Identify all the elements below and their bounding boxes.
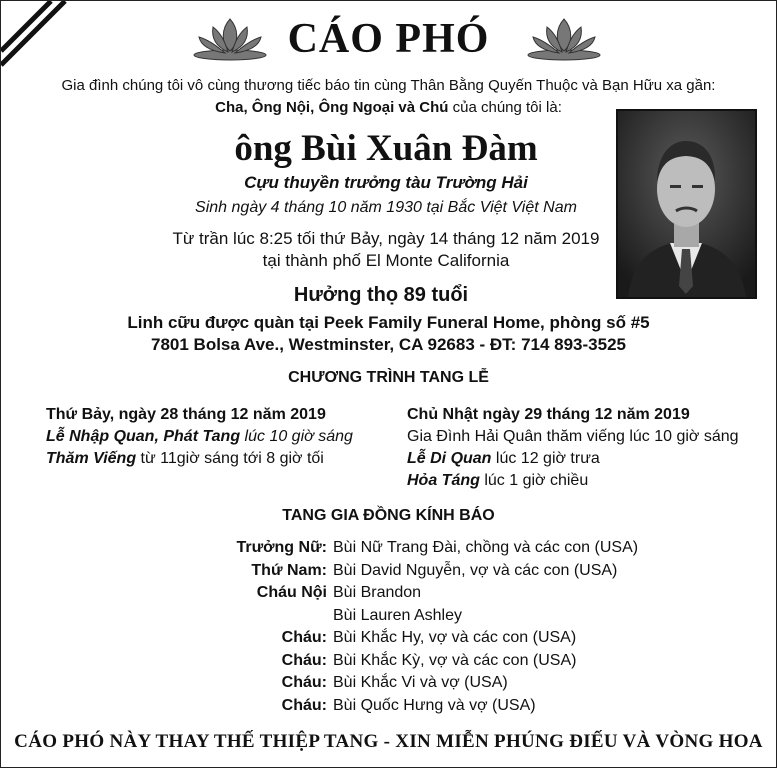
member-role	[161, 605, 333, 628]
program-day1	[46, 404, 353, 470]
family-member	[161, 560, 638, 583]
program-day2-date: Chủ Nhật ngày 29 tháng 12 năm 2019	[407, 406, 690, 423]
family-member	[161, 627, 638, 650]
program-day1-event	[46, 448, 353, 470]
intro-line: Gia đình chúng tôi vô cùng thương tiếc báo tin cùng Thân Bằng Quyến Thuộc và Bạn Hữu xa gần:	[61, 77, 716, 94]
notice-title: CÁO PHÓ	[287, 16, 490, 62]
program-day2-visit: Gia Đình Hải Quân thăm viếng lúc 10 giờ sáng	[407, 428, 739, 445]
portrait-photo	[616, 109, 757, 299]
death-place: tại thành phố El Monte California	[262, 251, 510, 270]
event-name: Hỏa Táng	[407, 472, 480, 489]
member-role: Cháu Nội	[256, 584, 327, 601]
program-heading: CHƯƠNG TRÌNH TANG LỄ	[288, 369, 489, 386]
family-member	[161, 605, 638, 628]
member-role: Cháu:	[281, 696, 327, 714]
family-member	[161, 582, 638, 605]
footer-notice: CÁO PHÓ NÀY THAY THẾ THIỆP TANG - XIN MIỄN PHÚNG ĐIẾU VÀ VÒNG HOA	[14, 731, 763, 752]
member-name: Bùi Lauren Ashley	[333, 606, 462, 624]
deceased-name: ông Bùi Xuân Đàm	[234, 128, 538, 169]
member-role: Cháu:	[281, 651, 327, 669]
member-role: Cháu:	[281, 674, 327, 691]
family-member	[161, 695, 638, 718]
event-time: lúc 1 giờ chiều	[479, 472, 589, 489]
portrait-illustration	[618, 111, 755, 297]
program-day2-event	[407, 470, 739, 492]
death-info: Từ trần lúc 8:25 tối thứ Bảy, ngày 14 tháng 12 năm 2019	[172, 229, 600, 248]
member-name: Bùi Khắc Hy, vợ và các con (USA)	[333, 629, 577, 646]
program-day1-event	[46, 426, 353, 448]
event-time: từ 11giờ sáng tới 8 giờ tối	[136, 450, 324, 467]
family-member	[161, 537, 638, 560]
funeral-home-line: Linh cữu được quàn tại Peek Family Funeral Home, phòng số #5	[127, 313, 650, 332]
member-role: Thứ Nam:	[251, 561, 327, 579]
member-name: Bùi Khắc Vi và vợ (USA)	[333, 674, 508, 691]
birth-info: Sinh ngày 4 tháng 10 năm 1930 tại Bắc Việt Việt Nam	[195, 199, 577, 216]
member-name: Bùi Quốc Hưng và vợ (USA)	[333, 696, 536, 714]
event-time: lúc 12 giờ trưa	[491, 450, 600, 467]
member-name: Bùi Khắc Kỳ, vợ và các con (USA)	[333, 651, 577, 669]
member-name: Bùi Nữ Trang Đài, chồng và các con (USA)	[333, 539, 639, 556]
family-heading: TANG GIA ĐỒNG KÍNH BÁO	[282, 507, 495, 524]
program-day2	[407, 404, 739, 492]
event-time: lúc 10 giờ sáng	[240, 428, 353, 445]
age-info: Hưởng thọ 89 tuổi	[293, 284, 469, 306]
member-role: Cháu:	[281, 629, 327, 646]
member-role: Trưởng Nữ:	[236, 539, 327, 556]
relation-suffix: của chúng tôi là:	[448, 99, 562, 116]
member-name: Bùi David Nguyễn, vợ và các con (USA)	[333, 561, 618, 579]
family-list	[161, 537, 638, 717]
relation-text: Cha, Ông Nội, Ông Ngoại và Chú	[215, 99, 449, 116]
family-member	[161, 650, 638, 673]
event-name: Lễ Nhập Quan, Phát Tang	[46, 428, 241, 445]
deceased-title: Cựu thuyền trưởng tàu Trường Hải	[244, 173, 528, 192]
event-name: Lễ Di Quan	[407, 450, 492, 467]
family-member	[161, 672, 638, 695]
program-day1-date: Thứ Bảy, ngày 28 tháng 12 năm 2019	[46, 406, 326, 423]
program-day2-event	[407, 448, 739, 470]
funeral-address-line: 7801 Bolsa Ave., Westminster, CA 92683 - ĐT: 714 893-3525	[151, 335, 626, 354]
event-name: Thăm Viếng	[46, 450, 137, 467]
member-name: Bùi Brandon	[333, 584, 422, 601]
